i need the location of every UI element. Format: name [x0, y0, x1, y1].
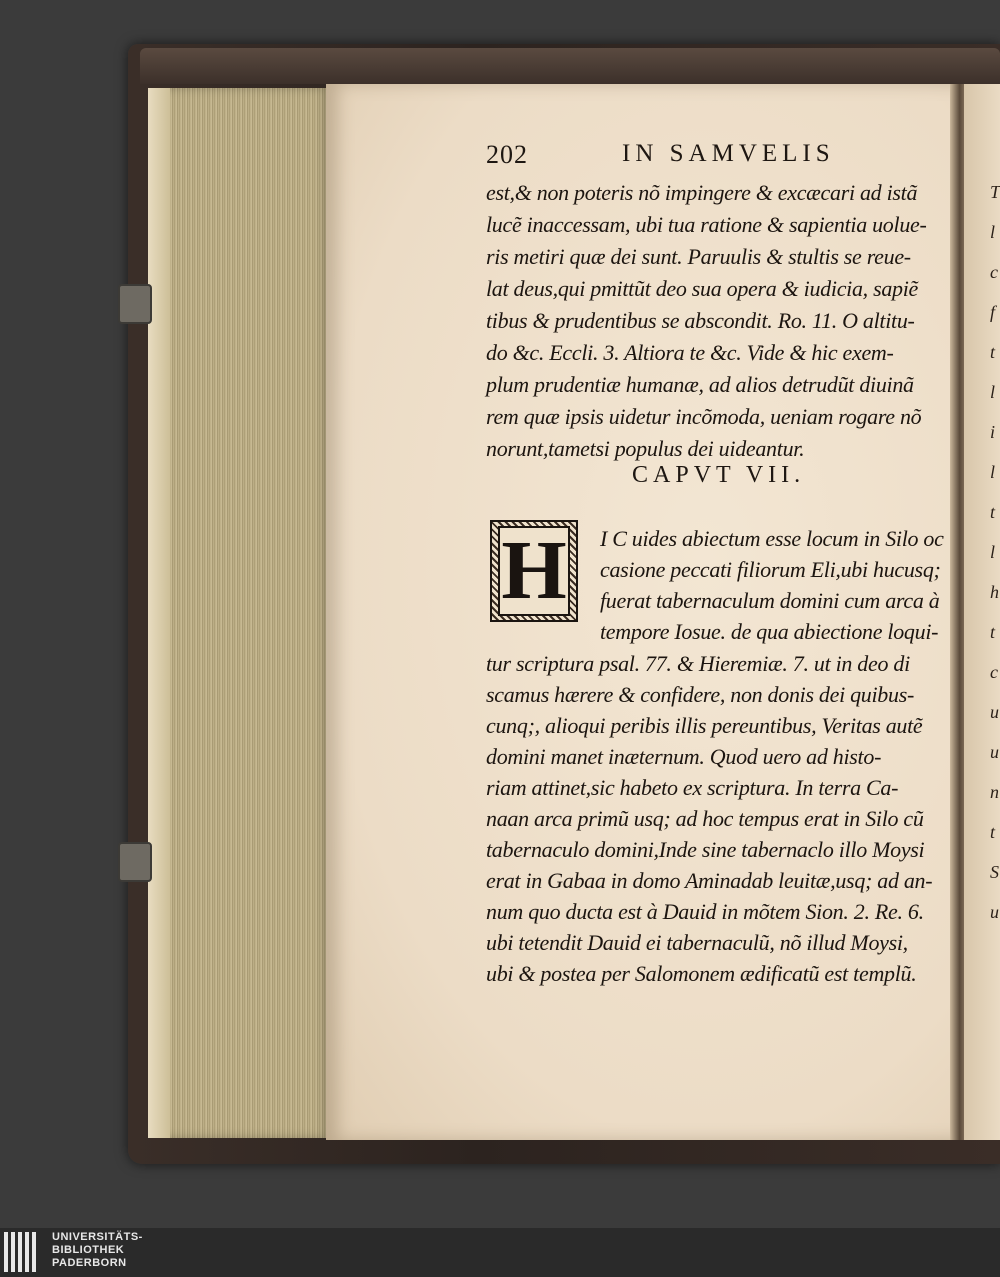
right-page-glyph: t: [990, 502, 996, 522]
right-page-glyph: l: [990, 462, 996, 482]
running-head: IN SAMVELIS: [622, 140, 835, 167]
page-header: [486, 140, 946, 172]
right-page-glyph: S: [990, 862, 999, 882]
right-page-glyph: i: [990, 422, 996, 442]
chapter-title: CAPVT VII.: [632, 462, 806, 488]
right-page-glyph: t: [990, 622, 996, 642]
fore-edge-highlight: [148, 88, 170, 1138]
library-name-line: UNIVERSITÄTS-: [52, 1231, 143, 1243]
library-name-line: PADERBORN: [52, 1257, 127, 1269]
text-line: ubi & postea per Salomonem ædificatũ est templũ.: [486, 961, 917, 986]
right-page-glyph: l: [990, 222, 996, 242]
fore-edge-page-block: [148, 88, 330, 1138]
right-page-glyph: n: [990, 782, 999, 802]
text-line: casione peccati filiorum Eli,ubi hucusq;: [600, 557, 941, 582]
book-cover-top: [140, 48, 1000, 84]
text-line: riam attinet,sic habeto ex scriptura. In terra Ca-: [486, 775, 899, 800]
right-page-glyph: t: [990, 342, 996, 362]
footer-bar: [0, 1228, 1000, 1277]
page-number: 202: [486, 140, 528, 169]
right-page-glyph: c: [990, 262, 998, 282]
library-logo-icon: [4, 1232, 44, 1272]
text-line: tur scriptura psal. 77. & Hieremiæ. 7. ut in deo di: [486, 651, 910, 676]
text-line: rem quæ ipsis uidetur incõmoda, ueniam rogare nõ: [486, 404, 922, 429]
text-line: tempore Iosue. de qua abiectione loqui-: [600, 619, 939, 644]
text-line: lat deus,qui pmittũt deo sua opera & iudicia, sapiẽ: [486, 276, 919, 301]
library-name: [52, 1231, 143, 1270]
decorated-initial: [490, 520, 578, 622]
text-line: ubi tetendit Dauid ei tabernaculũ, nõ illud Moysi,: [486, 930, 908, 955]
right-page-glyph: h: [990, 582, 999, 602]
text-line: domini manet inæternum. Quod uero ad histo-: [486, 744, 882, 769]
text-line: plum prudentiæ humanæ, ad alios detrudũt diuinã: [486, 372, 914, 397]
text-line: lucẽ inaccessam, ubi tua ratione & sapientia uolue-: [486, 212, 927, 237]
right-page-glyph: c: [990, 662, 998, 682]
right-page-glyph: f: [990, 302, 996, 322]
text-line: cunq;, alioqui peribis illis pereuntibus, Veritas autẽ: [486, 713, 923, 738]
text-line: naan arca primũ usq; ad hoc tempus erat in Silo cũ: [486, 806, 924, 831]
text-line: norunt,tametsi populus dei uideantur.: [486, 436, 805, 461]
text-line: scamus hærere & confidere, non donis dei quibus-: [486, 682, 914, 707]
right-page-glyph: l: [990, 382, 996, 402]
clasp-upper: [118, 284, 152, 324]
right-page-glyph: T: [990, 182, 1000, 202]
right-page-glyph: u: [990, 742, 999, 762]
text-line: ris metiri quæ dei sunt. Paruulis & stultis se reue-: [486, 244, 911, 269]
text-line: fuerat tabernaculum domini cum arca à: [600, 588, 940, 613]
text-line: num quo ducta est à Dauid in mõtem Sion. 2. Re. 6.: [486, 899, 924, 924]
right-page-glyph: t: [990, 822, 996, 842]
text-line: erat in Gabaa in domo Aminadab leuitæ,usq; ad an-: [486, 868, 933, 893]
initial-letter: H: [498, 526, 570, 616]
right-page-glyph: l: [990, 542, 996, 562]
clasp-lower: [118, 842, 152, 882]
right-page-glyph: u: [990, 702, 999, 722]
right-page-glyph: u: [990, 902, 999, 922]
text-line: do &c. Eccli. 3. Altiora te &c. Vide & hic exem-: [486, 340, 894, 365]
text-line: tibus & prudentibus se abscondit. Ro. 11. O altitu-: [486, 308, 915, 333]
text-line: est,& non poteris nõ impingere & excæcari ad istã: [486, 180, 918, 205]
library-name-line: BIBLIOTHEK: [52, 1244, 125, 1256]
text-line: I C uides abiectum esse locum in Silo oc: [600, 526, 944, 551]
text-line: tabernaculo domini,Inde sine tabernaclo illo Moysi: [486, 837, 925, 862]
